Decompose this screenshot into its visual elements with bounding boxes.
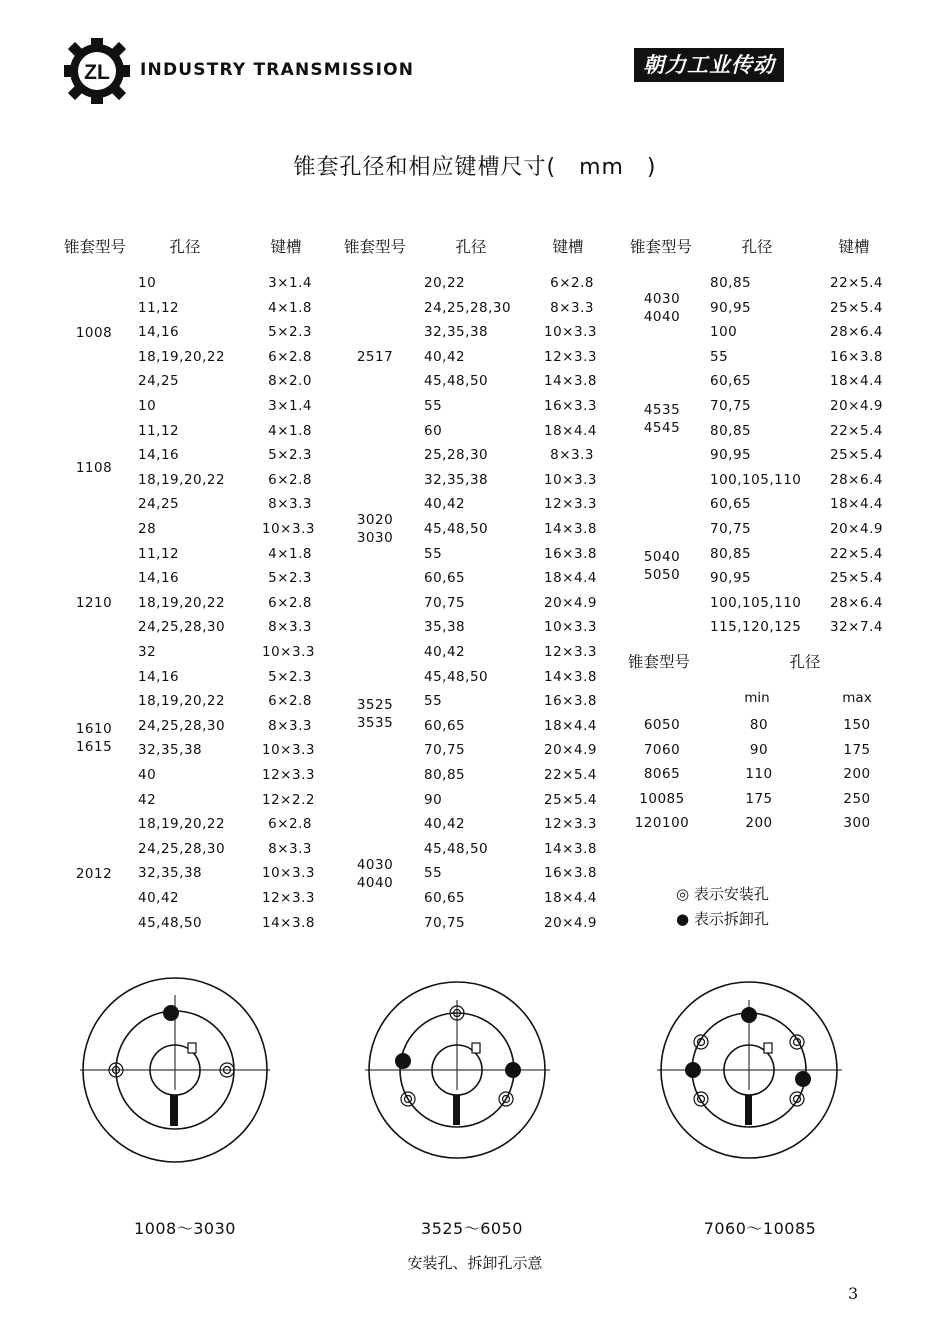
bore-value: 24,25 [138, 373, 180, 390]
bore-value: 80,85 [710, 422, 752, 439]
bore-value: 11,12 [138, 422, 180, 439]
keyway-value: 18×4.4 [544, 890, 597, 906]
model-code: 4040 [356, 874, 394, 891]
bore-value: 45,48,50 [424, 668, 489, 685]
bore-value: 55 [424, 865, 443, 882]
model-code: 3020 [356, 512, 394, 529]
keyway-value: 5×2.3 [268, 668, 312, 685]
keyway-value: 3×1.4 [268, 398, 312, 414]
bore-value: 60,65 [424, 570, 466, 587]
keyway-value: 8×2.0 [268, 373, 312, 390]
bore-value: 90,95 [710, 447, 752, 464]
bore-value: 14,16 [138, 570, 180, 587]
bore-value: 55 [424, 693, 443, 710]
keyway-value: 14×3.8 [544, 840, 597, 857]
diagram-1008-3030 [70, 975, 280, 1175]
keyway-value: 10×3.3 [544, 471, 597, 488]
model-code: 2517 [356, 349, 394, 366]
model-code: 2012 [75, 865, 113, 882]
keyway-value: 28×6.4 [830, 324, 883, 341]
table3-model-2 [626, 401, 698, 437]
bore-value: 32,35,38 [138, 865, 203, 882]
keyway-value: 6×2.8 [268, 693, 312, 710]
keyway-value: 25×5.4 [830, 447, 883, 464]
range-model: 120100 [634, 815, 690, 832]
bore-value: 70,75 [424, 914, 466, 931]
bore-value: 18,19,20,22 [138, 816, 226, 833]
keyway-value: 8×3.3 [268, 717, 312, 734]
model-code: 4545 [643, 419, 681, 436]
keyway-value: 3×1.4 [268, 275, 312, 291]
keyway-value: 28×6.4 [830, 471, 883, 488]
keyway-value: 10×3.3 [262, 521, 315, 537]
keyway-value: 14×3.8 [544, 373, 597, 390]
bore-value: 20,22 [424, 275, 466, 291]
bore-value: 40,42 [424, 496, 466, 513]
table2-model-3 [340, 696, 410, 732]
bore-value: 100,105,110 [710, 594, 802, 611]
keyway-value: 8×3.3 [550, 299, 594, 316]
keyway-value: 12×2.2 [262, 791, 315, 808]
keyway-value: 16×3.8 [544, 545, 597, 562]
keyway-value: 12×3.3 [544, 644, 597, 660]
model-code: 1615 [75, 739, 113, 756]
range-max: 200 [843, 766, 871, 783]
keyway-value: 18×4.4 [544, 422, 597, 439]
keyway-value: 14×3.8 [544, 668, 597, 685]
bore-value: 45,48,50 [424, 840, 489, 857]
bore-value: 55 [424, 398, 443, 414]
bore-value: 18,19,20,22 [138, 594, 226, 611]
header-keyway-1: 键槽 [270, 238, 302, 256]
bore-value: 18,19,20,22 [138, 693, 226, 710]
bore-value: 40,42 [424, 348, 466, 365]
bore-value: 55 [710, 348, 729, 365]
bore-value: 60 [424, 422, 443, 439]
range-max-label: max [842, 690, 872, 706]
bore-value: 10 [138, 275, 157, 291]
model-code: 3030 [356, 530, 394, 547]
range-max: 300 [843, 815, 871, 832]
bore-value: 14,16 [138, 668, 180, 685]
bore-value: 35,38 [424, 619, 466, 636]
keyway-value: 18×4.4 [830, 496, 883, 513]
keyway-value: 5×2.3 [268, 324, 312, 341]
model-code: 5050 [643, 567, 681, 584]
table2-model-2 [340, 511, 410, 547]
bore-value: 70,75 [424, 742, 466, 759]
bore-value: 14,16 [138, 447, 180, 464]
table2-model-4 [340, 856, 410, 892]
diagram-label-2: 3525～6050 [421, 1219, 523, 1238]
keyway-value: 6×2.8 [268, 816, 312, 833]
bore-value: 24,25 [138, 496, 180, 513]
keyway-value: 22×5.4 [544, 767, 597, 783]
bore-value: 45,48,50 [424, 521, 489, 537]
keyway-value: 4×1.8 [268, 545, 312, 562]
keyway-value: 20×4.9 [544, 742, 597, 759]
brand-name-cn: 朝力工业传动 [634, 48, 784, 82]
model-code: 4040 [643, 308, 681, 325]
header-model-2: 锥套型号 [343, 238, 406, 256]
keyway-value: 25×5.4 [544, 791, 597, 808]
bore-value: 90,95 [710, 299, 752, 316]
keyway-value: 20×4.9 [544, 914, 597, 931]
keyway-value: 8×3.3 [550, 447, 594, 464]
bore-value: 40,42 [424, 644, 466, 660]
keyway-value: 10×3.3 [262, 644, 315, 660]
range-model: 8065 [643, 766, 681, 783]
header-keyway-3: 键槽 [838, 238, 870, 256]
bore-value: 100 [710, 324, 738, 341]
bore-value: 60,65 [424, 890, 466, 906]
bore-value: 60,65 [424, 717, 466, 734]
bore-value: 10 [138, 398, 157, 414]
header-bore-3: 孔径 [741, 238, 773, 256]
keyway-value: 20×4.9 [830, 398, 883, 414]
model-code: 1210 [75, 595, 113, 612]
header-model-1: 锥套型号 [63, 238, 126, 256]
keyway-value: 32×7.4 [830, 619, 883, 636]
bore-value: 18,19,20,22 [138, 471, 226, 488]
keyway-value: 6×2.8 [268, 471, 312, 488]
range-min: 80 [749, 717, 769, 733]
table1-model-4 [60, 720, 128, 756]
header-bore-2: 孔径 [455, 238, 487, 256]
bore-value: 11,12 [138, 545, 180, 562]
keyway-value: 16×3.8 [830, 348, 883, 365]
range-min: 90 [749, 741, 769, 758]
svg-text:ZL: ZL [84, 61, 110, 84]
keyway-value: 25×5.4 [830, 570, 883, 587]
keyway-value: 20×4.9 [544, 594, 597, 611]
bore-value: 115,120,125 [710, 619, 802, 636]
bore-value: 55 [424, 545, 443, 562]
bore-value: 28 [138, 521, 157, 537]
bore-value: 32,35,38 [138, 742, 203, 759]
range-min: 110 [745, 766, 773, 783]
keyway-value: 22×5.4 [830, 422, 883, 439]
range-min: 175 [745, 790, 773, 807]
bore-value: 40,42 [424, 816, 466, 833]
model-code: 3525 [356, 696, 394, 713]
range-model: 10085 [639, 790, 685, 807]
keyway-value: 8×3.3 [268, 840, 312, 857]
keyway-value: 12×3.3 [544, 348, 597, 365]
bore-value: 70,75 [710, 398, 752, 414]
model-code: 4030 [356, 856, 394, 873]
range-min: 200 [745, 815, 773, 832]
bore-value: 32,35,38 [424, 324, 489, 341]
diagram-3525-6050 [360, 975, 555, 1175]
bore-value: 24,25,28,30 [138, 619, 226, 636]
keyway-value: 10×3.3 [544, 619, 597, 636]
table1-model-5 [60, 865, 128, 883]
diagram-caption: 安装孔、拆卸孔示意 [407, 1254, 543, 1272]
keyway-value: 18×4.4 [544, 717, 597, 734]
keyway-value: 4×1.8 [268, 422, 312, 439]
bore-value: 40 [138, 767, 157, 783]
bore-value: 32,35,38 [424, 471, 489, 488]
table3-model-3 [626, 548, 698, 584]
bore-value: 24,25,28,30 [138, 717, 226, 734]
table3-model-1 [626, 290, 698, 326]
table2-model-1 [340, 348, 410, 366]
bore-value: 60,65 [710, 373, 752, 390]
bore-value: 80,85 [424, 767, 466, 783]
bore-value: 32 [138, 644, 157, 660]
keyway-value: 25×5.4 [830, 299, 883, 316]
bore-value: 24,25,28,30 [424, 299, 512, 316]
model-code: 4535 [643, 401, 681, 418]
keyway-value: 4×1.8 [268, 299, 312, 316]
bore-value: 100,105,110 [710, 471, 802, 488]
legend-install: ◎ 表示安装孔 [676, 885, 769, 903]
range-model: 6050 [643, 717, 681, 733]
model-code: 1610 [75, 721, 113, 738]
table1-model-2 [60, 459, 128, 477]
range-header-bore: 孔径 [789, 653, 821, 671]
legend-remove: ● 表示拆卸孔 [676, 910, 769, 928]
bore-value: 60,65 [710, 496, 752, 513]
keyway-value: 10×3.3 [262, 742, 315, 759]
diagram-label-1: 1008～3030 [134, 1219, 236, 1238]
keyway-value: 16×3.8 [544, 693, 597, 710]
bore-value: 90,95 [710, 570, 752, 587]
page-number: 3 [848, 1284, 859, 1303]
range-max: 175 [843, 741, 871, 758]
bore-value: 25,28,30 [424, 447, 489, 464]
model-code: 1108 [75, 459, 113, 476]
header-bore-1: 孔径 [169, 238, 201, 256]
keyway-value: 18×4.4 [830, 373, 883, 390]
range-min-label: min [744, 690, 770, 706]
keyway-value: 16×3.8 [544, 865, 597, 882]
table1-model-1 [60, 324, 128, 342]
model-code: 3535 [356, 714, 394, 731]
bore-value: 70,75 [710, 521, 752, 537]
zl-logo [62, 36, 132, 106]
keyway-value: 20×4.9 [830, 521, 883, 537]
bore-value: 80,85 [710, 275, 752, 291]
keyway-value: 22×5.4 [830, 545, 883, 562]
table1-model-3 [60, 594, 128, 612]
bore-value: 70,75 [424, 594, 466, 611]
keyway-value: 6×2.8 [268, 348, 312, 365]
keyway-value: 12×3.3 [262, 890, 315, 906]
keyway-value: 14×3.8 [262, 914, 315, 931]
keyway-value: 12×3.3 [544, 496, 597, 513]
diagram-label-3: 7060～10085 [703, 1219, 817, 1238]
model-code: 4030 [643, 290, 681, 307]
range-max: 250 [843, 790, 871, 807]
range-model: 7060 [643, 741, 681, 758]
range-max: 150 [843, 717, 871, 733]
keyway-value: 6×2.8 [550, 275, 594, 291]
bore-value: 90 [424, 791, 443, 808]
keyway-value: 14×3.8 [544, 521, 597, 537]
keyway-value: 18×4.4 [544, 570, 597, 587]
page-title: 锥套孔径和相应键槽尺寸( mm ) [293, 155, 657, 180]
model-code: 5040 [643, 549, 681, 566]
keyway-value: 5×2.3 [268, 570, 312, 587]
keyway-value: 12×3.3 [262, 767, 315, 783]
bore-value: 14,16 [138, 324, 180, 341]
keyway-value: 12×3.3 [544, 816, 597, 833]
keyway-value: 10×3.3 [262, 865, 315, 882]
bore-value: 24,25,28,30 [138, 840, 226, 857]
keyway-value: 8×3.3 [268, 619, 312, 636]
bore-value: 42 [138, 791, 157, 808]
model-code: 1008 [75, 324, 113, 341]
bore-value: 11,12 [138, 299, 180, 316]
range-header-model: 锥套型号 [628, 653, 691, 671]
bore-value: 80,85 [710, 545, 752, 562]
brand-name: INDUSTRY TRANSMISSION [140, 60, 415, 80]
bore-value: 45,48,50 [424, 373, 489, 390]
keyway-value: 22×5.4 [830, 275, 883, 291]
keyway-value: 8×3.3 [268, 496, 312, 513]
keyway-value: 6×2.8 [268, 594, 312, 611]
header-model-3: 锥套型号 [629, 238, 692, 256]
keyway-value: 5×2.3 [268, 447, 312, 464]
keyway-value: 16×3.3 [544, 398, 597, 414]
diagram-7060-10085 [652, 975, 847, 1175]
bore-value: 45,48,50 [138, 914, 203, 931]
keyway-value: 28×6.4 [830, 594, 883, 611]
bore-value: 18,19,20,22 [138, 348, 226, 365]
keyway-value: 10×3.3 [544, 324, 597, 341]
bore-value: 40,42 [138, 890, 180, 906]
header-keyway-2: 键槽 [552, 238, 584, 256]
